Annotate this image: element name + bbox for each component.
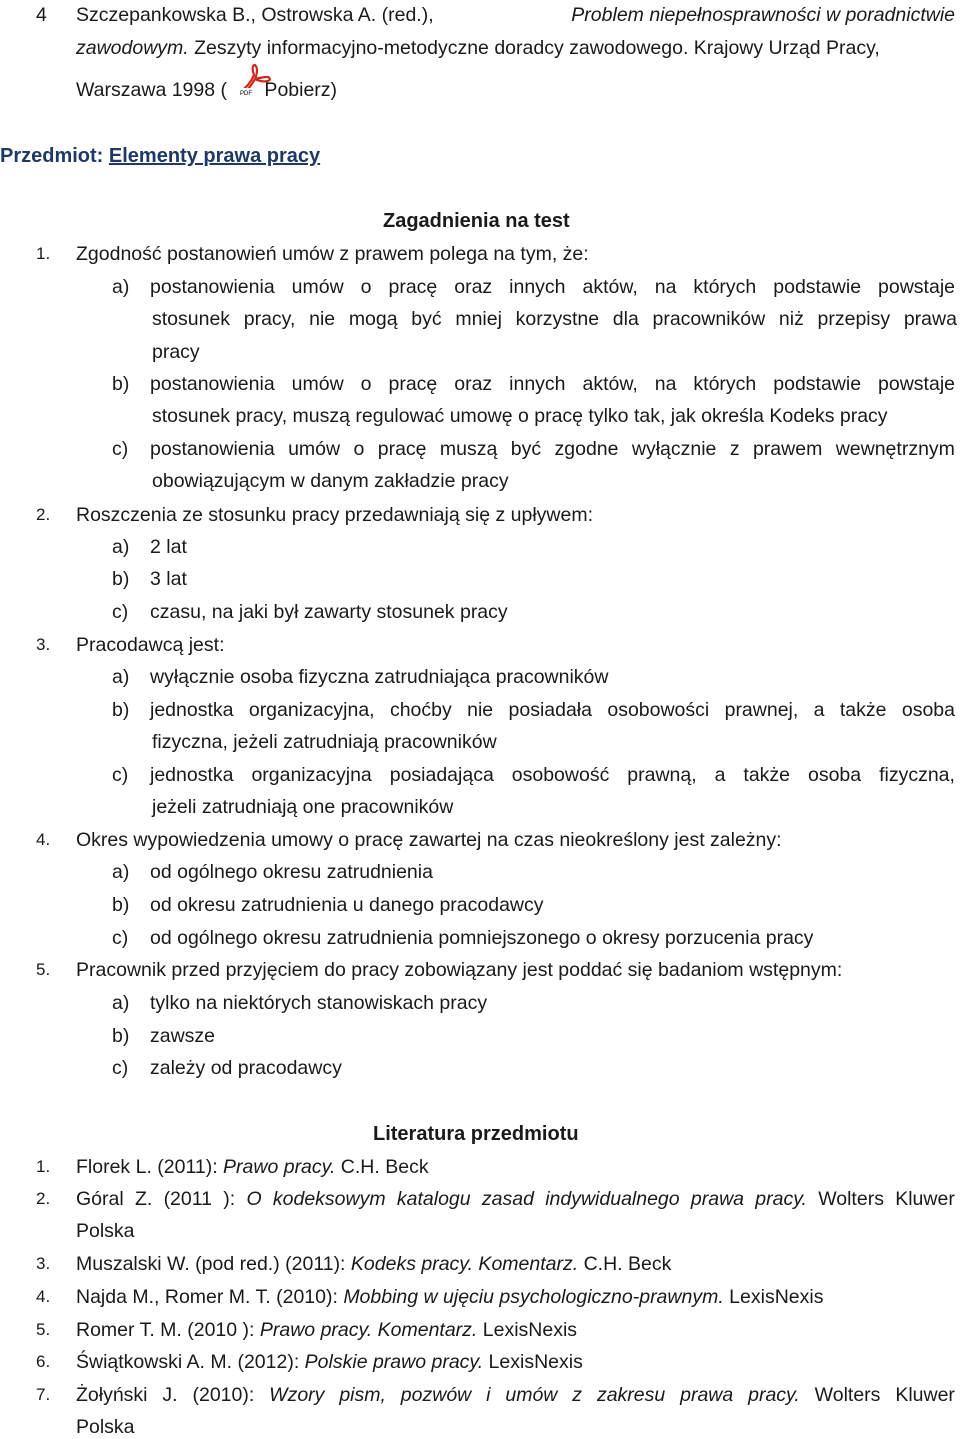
answer-text: od okresu zatrudnienia u danego pracodawcy <box>150 894 544 916</box>
literature-author: Najda M., Romer M. T. (2010): <box>76 1286 344 1308</box>
answer-letter: c) <box>112 1057 129 1079</box>
answer-text: jeżeli zatrudniają one pracowników <box>152 796 454 818</box>
literature-publisher: C.H. Beck <box>335 1156 429 1178</box>
answer-letter: b) <box>112 373 130 395</box>
reference-line-1 <box>76 3 955 27</box>
question-number: 1. <box>36 244 51 263</box>
svg-text:PDF: PDF <box>240 91 252 96</box>
literature-author: Świątkowski A. M. (2012): <box>76 1351 305 1373</box>
literature-number: 2. <box>36 1189 51 1208</box>
literature-title: Kodeks pracy. Komentarz. <box>350 1253 579 1275</box>
reference-title-italic: Problem niepełnosprawności w poradnictwie <box>571 4 955 26</box>
answer-text: od ogólnego okresu zatrudnienia <box>150 861 433 883</box>
answer-letter: b) <box>112 699 130 721</box>
literature-title: Polskie prawo pracy. <box>304 1351 484 1373</box>
reference-authors: Szczepankowska B., Ostrowska A. (red.), <box>76 4 440 26</box>
answer-text: stosunek pracy, muszą regulować umowę o pracę tylko tak, jak określa Kodeks pracy <box>152 405 888 427</box>
literature-author: Muszalski W. (pod red.) (2011): <box>76 1253 351 1275</box>
answer-text: postanowienia umów o pracę oraz innych aktów, na których podstawie powstaje <box>150 276 955 298</box>
literature-number: 6. <box>36 1352 51 1371</box>
reference-title-italic-cont: zawodowym. <box>76 37 189 59</box>
answer-letter: a) <box>112 276 130 298</box>
literature-number: 3. <box>36 1254 51 1273</box>
answer-text: postanowienia umów o pracę muszą być zgodne wyłącznie z prawem wewnętrznym <box>150 438 955 460</box>
reference-place-year: Warszawa 1998 ( <box>76 79 228 101</box>
answer-text: pracy <box>152 341 200 363</box>
subject-label: Przedmiot: <box>0 145 109 167</box>
reference-number: 4 <box>36 4 47 26</box>
literature-item: Góral Z. (2011 ): O kodeksowym katalogu zasad indywidualnego prawa pracy. Wolters Kluwer <box>76 1188 955 1210</box>
reference-publisher: Zeszyty informacyjno-metodyczne doradcy zawodowego. Krajowy Urząd Pracy, <box>188 37 880 59</box>
literature-number: 4. <box>36 1287 51 1306</box>
question-number: 4. <box>36 830 51 849</box>
answer-text: obowiązującym w danym zakładzie pracy <box>152 470 509 492</box>
subject-line <box>0 144 320 168</box>
answer-letter: b) <box>112 568 130 590</box>
answer-text: 2 lat <box>150 536 187 558</box>
literature-author: Romer T. M. (2010 ): <box>76 1319 260 1341</box>
answer-letter: a) <box>112 666 130 688</box>
literature-number: 5. <box>36 1320 51 1339</box>
download-link[interactable]: Pobierz) <box>259 79 338 101</box>
literature-title: Prawo pracy. <box>223 1156 336 1178</box>
literature-item <box>76 1252 671 1276</box>
literature-item-continuation: Polska <box>76 1416 135 1438</box>
answer-text: tylko na niektórych stanowiskach pracy <box>150 992 488 1014</box>
question-text: Okres wypowiedzenia umowy o pracę zawartej na czas nieokreślony jest zależny: <box>76 829 782 851</box>
literature-number: 1. <box>36 1157 51 1176</box>
literature-publisher: C.H. Beck <box>578 1253 672 1275</box>
literature-number: 7. <box>36 1385 51 1404</box>
answer-text: stosunek pracy, nie mogą być mniej korzystne dla pracowników niż przepisy prawa <box>152 308 957 330</box>
answer-text: wyłącznie osoba fizyczna zatrudniająca pracowników <box>150 666 609 688</box>
literature-item <box>76 1350 583 1374</box>
answer-text: postanowienia umów o pracę oraz innych aktów, na których podstawie powstaje <box>150 373 955 395</box>
literature-item: Żołyński J. (2010): Wzory pism, pozwów i umów z zakresu prawa pracy. Wolters Kluwer <box>76 1384 955 1406</box>
question-number: 5. <box>36 960 51 979</box>
answer-text: zależy od pracodawcy <box>150 1057 342 1079</box>
answer-letter: c) <box>112 764 129 786</box>
question-text: Roszczenia ze stosunku pracy przedawniają się z upływem: <box>76 504 593 526</box>
literature-author: Florek L. (2011): <box>76 1156 224 1178</box>
literature-item <box>76 1285 823 1309</box>
literature-item <box>76 1318 577 1342</box>
reference-line-3 <box>76 78 337 102</box>
answer-letter: b) <box>112 1025 130 1047</box>
question-text: Zgodność postanowień umów z prawem polega na tym, że: <box>76 243 589 265</box>
literature-heading: Literatura przedmiotu <box>373 1123 579 1145</box>
answer-letter: c) <box>112 927 129 949</box>
literature-publisher: LexisNexis <box>723 1286 824 1308</box>
answer-letter: a) <box>112 536 130 558</box>
reference-line-2 <box>76 36 955 60</box>
answer-letter: a) <box>112 992 130 1014</box>
literature-publisher: LexisNexis <box>477 1319 578 1341</box>
literature-title: Prawo pracy. Komentarz. <box>259 1319 478 1341</box>
subject-link[interactable]: Elementy prawa pracy <box>108 145 321 167</box>
answer-letter: a) <box>112 861 130 883</box>
answer-text: od ogólnego okresu zatrudnienia pomniejszonego o okresy porzucenia pracy <box>150 927 814 949</box>
literature-publisher: LexisNexis <box>483 1351 583 1373</box>
question-text: Pracownik przed przyjęciem do pracy zobowiązany jest poddać się badaniom wstępnym: <box>76 959 843 981</box>
answer-letter: b) <box>112 894 130 916</box>
literature-item-continuation: Polska <box>76 1220 135 1242</box>
answer-text: fizyczna, jeżeli zatrudniają pracowników <box>152 731 497 753</box>
literature-item <box>76 1155 429 1179</box>
literature-title: Mobbing w ujęciu psychologiczno-prawnym. <box>343 1286 724 1308</box>
test-heading: Zagadnienia na test <box>383 210 570 232</box>
answer-text: jednostka organizacyjna, choćby nie posiadała osobowości prawnej, a także osoba <box>150 699 955 721</box>
answer-text: czasu, na jaki był zawarty stosunek pracy <box>150 601 508 623</box>
answer-letter: c) <box>112 438 129 460</box>
answer-letter: c) <box>112 601 129 623</box>
question-number: 2. <box>36 505 51 524</box>
question-text: Pracodawcą jest: <box>76 634 225 656</box>
question-number: 3. <box>36 635 51 654</box>
answer-text: jednostka organizacyjna posiadająca osobowość prawną, a także osoba fizyczna, <box>150 764 955 786</box>
answer-text: 3 lat <box>150 568 187 590</box>
answer-text: zawsze <box>150 1025 216 1047</box>
pdf-icon[interactable] <box>238 62 272 96</box>
